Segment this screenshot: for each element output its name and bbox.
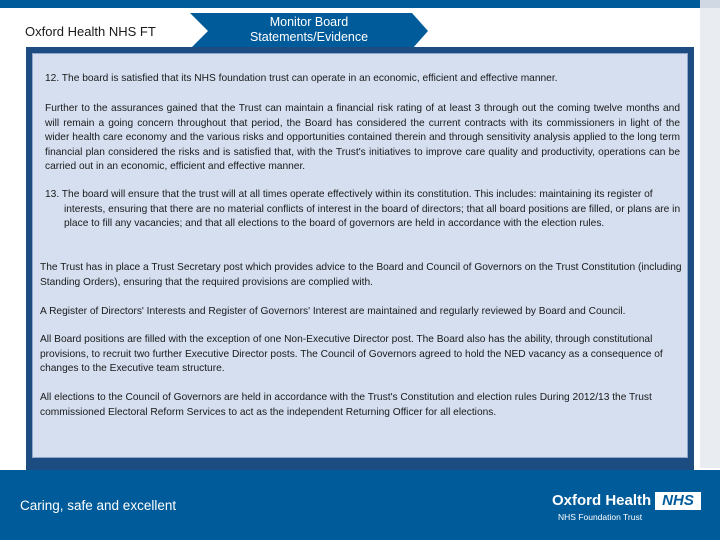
paragraph-positions: All Board positions are filled with the exception of one Non-Executive Director post. The Board also has the ability, through constitutional provisions, to recruit two further Executive Director posts. The Council of Governors agreed to hold the NED vacancy as a consequence of changes to the Executive team structure. — [40, 334, 663, 374]
paragraph-register: A Register of Directors' Interests and Register of Governors' Interest are maintained and regularly reviewed by Board and Council. — [40, 306, 626, 317]
section-tab-label — [218, 15, 400, 45]
logo-name: Oxford Health — [552, 492, 652, 509]
logo-subtitle: NHS Foundation Trust — [558, 512, 643, 522]
section-tab-line2: Statements/Evidence — [249, 30, 369, 44]
section-tab — [190, 13, 428, 49]
org-tab-label: Oxford Health NHS FT — [25, 23, 156, 39]
footer-tagline: Caring, safe and excellent — [20, 498, 177, 513]
statement-12: 12. The board is satisfied that its NHS foundation trust can operate in an economic, efficient and effective manner. — [45, 73, 558, 84]
statement-13: 13. The board will ensure that the trust will at all times operate effectively within its constitution. This includes: maintaining its register of interests, ensuring that there are no material conflicts of interest in the board of directors; that all board positions are filled, or plans are in place to fill any vacancies; and that all elections to the board of governors are held in accordance with the election rules. — [45, 189, 681, 229]
paragraph-secretary: The Trust has in place a Trust Secretary post which provides advice to the Board and Council of Governors on the Trust Constitution (including Standing Orders), ensuring that the required provisions are complied with. — [40, 262, 682, 288]
top-accent-bar — [0, 0, 700, 8]
nhs-logo: NHS — [655, 492, 701, 510]
right-edge-strip — [700, 8, 720, 468]
org-tab — [0, 13, 190, 49]
paragraph-12-evidence: Further to the assurances gained that the Trust can maintain a financial risk rating of at least 3 through out the coming twelve months and will remain a going concern throughout that period, the Board has considered the current contracts with its commissioners in light of the wider health care economy and the various risks and opportunities contained therein and through sensitivity analysis applied to the long term financial plan considered the risks and is satisfied that, with the Trust's initiatives to improve care quality and productivity, operations can be carried out in an economic, efficient and effective manner. — [45, 103, 680, 172]
footer — [0, 470, 720, 540]
section-tab-line1: Monitor Board — [269, 15, 349, 29]
top-accent-edge — [700, 0, 720, 8]
paragraph-elections: All elections to the Council of Governors are held in accordance with the Trust's Constitution and election rules During 2012/13 the Trust commissioned Electoral Reform Services to act as the independent Returning Officer for all elections. — [40, 392, 652, 418]
